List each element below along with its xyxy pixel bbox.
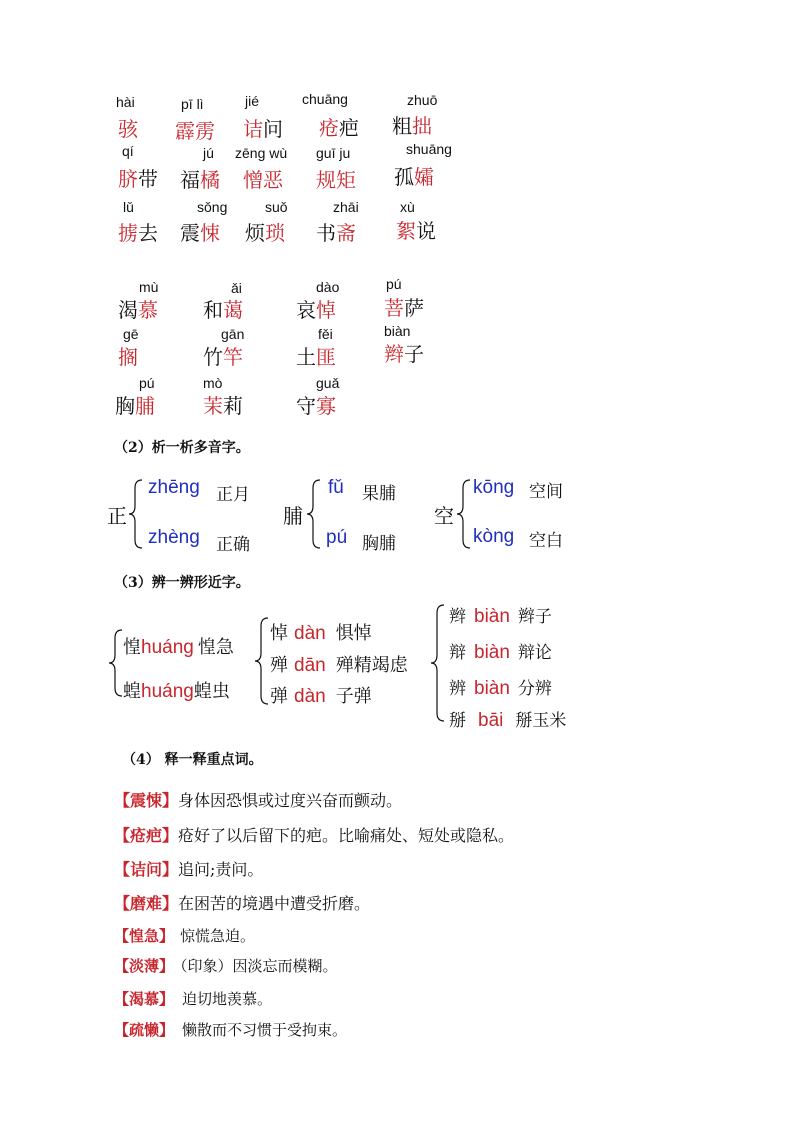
example-word: 正月 [216, 485, 250, 505]
pinyin-reading: zhēng [148, 477, 200, 498]
pinyin-reading: zhèng [148, 527, 200, 548]
polyphone-char: 空 [434, 504, 454, 528]
pinyin: zhāi [333, 199, 359, 215]
brace-icon [306, 478, 322, 550]
vocab-word: 守寡 [296, 394, 336, 418]
pinyin: mù [139, 279, 159, 295]
brace-icon [128, 478, 144, 550]
vocab-word: 憎恶 [243, 168, 283, 192]
pinyin-reading: fǔ [328, 477, 344, 498]
vocab-word: 书斋 [316, 221, 356, 245]
similar-char-entry: 辫 biàn 辫子 [449, 606, 552, 627]
vocab-word: 搁 [118, 345, 138, 369]
vocab-word: 菩萨 [384, 296, 424, 320]
similar-char-entry: 辨 biàn 分辨 [449, 678, 552, 699]
vocab-word: 霹雳 [175, 119, 215, 143]
vocab-word: 粗拙 [392, 114, 432, 138]
example-word: 胸脯 [362, 534, 396, 554]
section-3-title: （3）辨一辨形近字。 [114, 575, 250, 591]
pinyin: gē [123, 326, 139, 342]
vocab-word: 土匪 [296, 345, 336, 369]
similar-char-entry: 惶huáng 惶急 [123, 637, 234, 658]
pinyin: qí [122, 143, 134, 159]
pinyin: jié [245, 93, 260, 109]
similar-char-entry: 弹 dàn 子弹 [270, 686, 372, 707]
pinyin-reading: kōng [473, 477, 515, 498]
vocab-word: 和蔼 [203, 298, 243, 322]
similar-char-entry: 殚 dān 殚精竭虑 [270, 655, 408, 676]
vocab-word: 渴慕 [118, 298, 158, 322]
pinyin: pú [386, 276, 402, 292]
vocab-word: 絮说 [396, 219, 436, 243]
pinyin: dào [316, 279, 340, 295]
vocab-word: 规矩 [316, 168, 356, 192]
pinyin: fěi [318, 326, 333, 342]
vocab-word: 掳去 [118, 221, 158, 245]
example-word: 正确 [216, 535, 250, 555]
example-word: 果脯 [362, 484, 396, 504]
vocab-word: 竹竿 [203, 345, 243, 369]
vocab-word: 福橘 [180, 168, 220, 192]
brace-icon [430, 603, 446, 723]
pinyin: zhuō [407, 92, 438, 108]
pinyin: gān [221, 326, 245, 342]
vocab-word: 骇 [118, 117, 138, 141]
definition-item: 【疮疤】疮好了以后留下的疤。比喻痛处、短处或隐私。 [114, 826, 515, 845]
pinyin-reading: pú [326, 527, 348, 548]
section-4-title: （4） 释一释重点词。 [122, 752, 263, 768]
pinyin: sǒng [197, 199, 228, 215]
definition-item: 【惶急】 惊慌急迫。 [114, 927, 256, 945]
definition-item: 【渴慕】 迫切地羡慕。 [114, 990, 273, 1008]
vocab-word: 孤孀 [394, 165, 434, 189]
pinyin: biàn [384, 323, 411, 339]
pinyin: hài [116, 94, 135, 110]
pinyin: jú [203, 145, 214, 161]
pinyin: guī ju [316, 145, 351, 161]
definition-item: 【诘问】追问;责问。 [114, 860, 264, 879]
similar-char-entry: 掰 bāi 掰玉米 [449, 710, 567, 731]
definition-item: 【震悚】身体因恐惧或过度兴奋而颤动。 [114, 791, 403, 810]
pinyin: zēng wù [235, 145, 288, 161]
pinyin: xù [400, 199, 415, 215]
definition-item: 【淡薄】 （印象）因淡忘而模糊。 [114, 957, 338, 975]
vocab-word: 茉莉 [203, 394, 243, 418]
pinyin: shuāng [406, 141, 452, 157]
vocab-word: 辫子 [384, 342, 424, 366]
vocab-word: 胸脯 [115, 394, 155, 418]
vocab-word: 疮疤 [319, 116, 359, 140]
vocab-word: 震悚 [180, 221, 220, 245]
similar-char-entry: 蝗huáng蝗虫 [123, 681, 230, 702]
polyphone-char: 脯 [283, 504, 303, 528]
vocab-word: 诘问 [243, 117, 283, 141]
similar-char-entry: 悼 dàn 惧悼 [270, 623, 372, 644]
pinyin: ǎi [231, 280, 242, 296]
pinyin: pú [139, 375, 155, 391]
pinyin: chuāng [302, 91, 348, 107]
polyphone-char: 正 [107, 504, 127, 528]
similar-char-entry: 辩 biàn 辩论 [449, 642, 552, 663]
brace-icon [456, 478, 472, 550]
definition-item: 【疏懒】 懒散而不习惯于受拘束。 [114, 1021, 348, 1039]
vocab-word: 哀悼 [296, 298, 336, 322]
example-word: 空间 [529, 482, 563, 502]
pinyin-reading: kòng [473, 526, 515, 547]
pinyin: mò [203, 375, 223, 391]
brace-icon [108, 628, 124, 698]
pinyin: lǔ [123, 199, 134, 215]
vocab-word: 脐带 [118, 167, 158, 191]
vocab-word: 烦琐 [245, 221, 285, 245]
definition-item: 【磨难】在困苦的境遇中遭受折磨。 [114, 894, 371, 913]
brace-icon [254, 616, 270, 706]
example-word: 空白 [529, 531, 563, 551]
pinyin: guǎ [316, 375, 340, 391]
section-2-title: （2）析一析多音字。 [114, 440, 250, 456]
pinyin: pī lì [181, 96, 204, 112]
pinyin: suǒ [265, 199, 288, 215]
